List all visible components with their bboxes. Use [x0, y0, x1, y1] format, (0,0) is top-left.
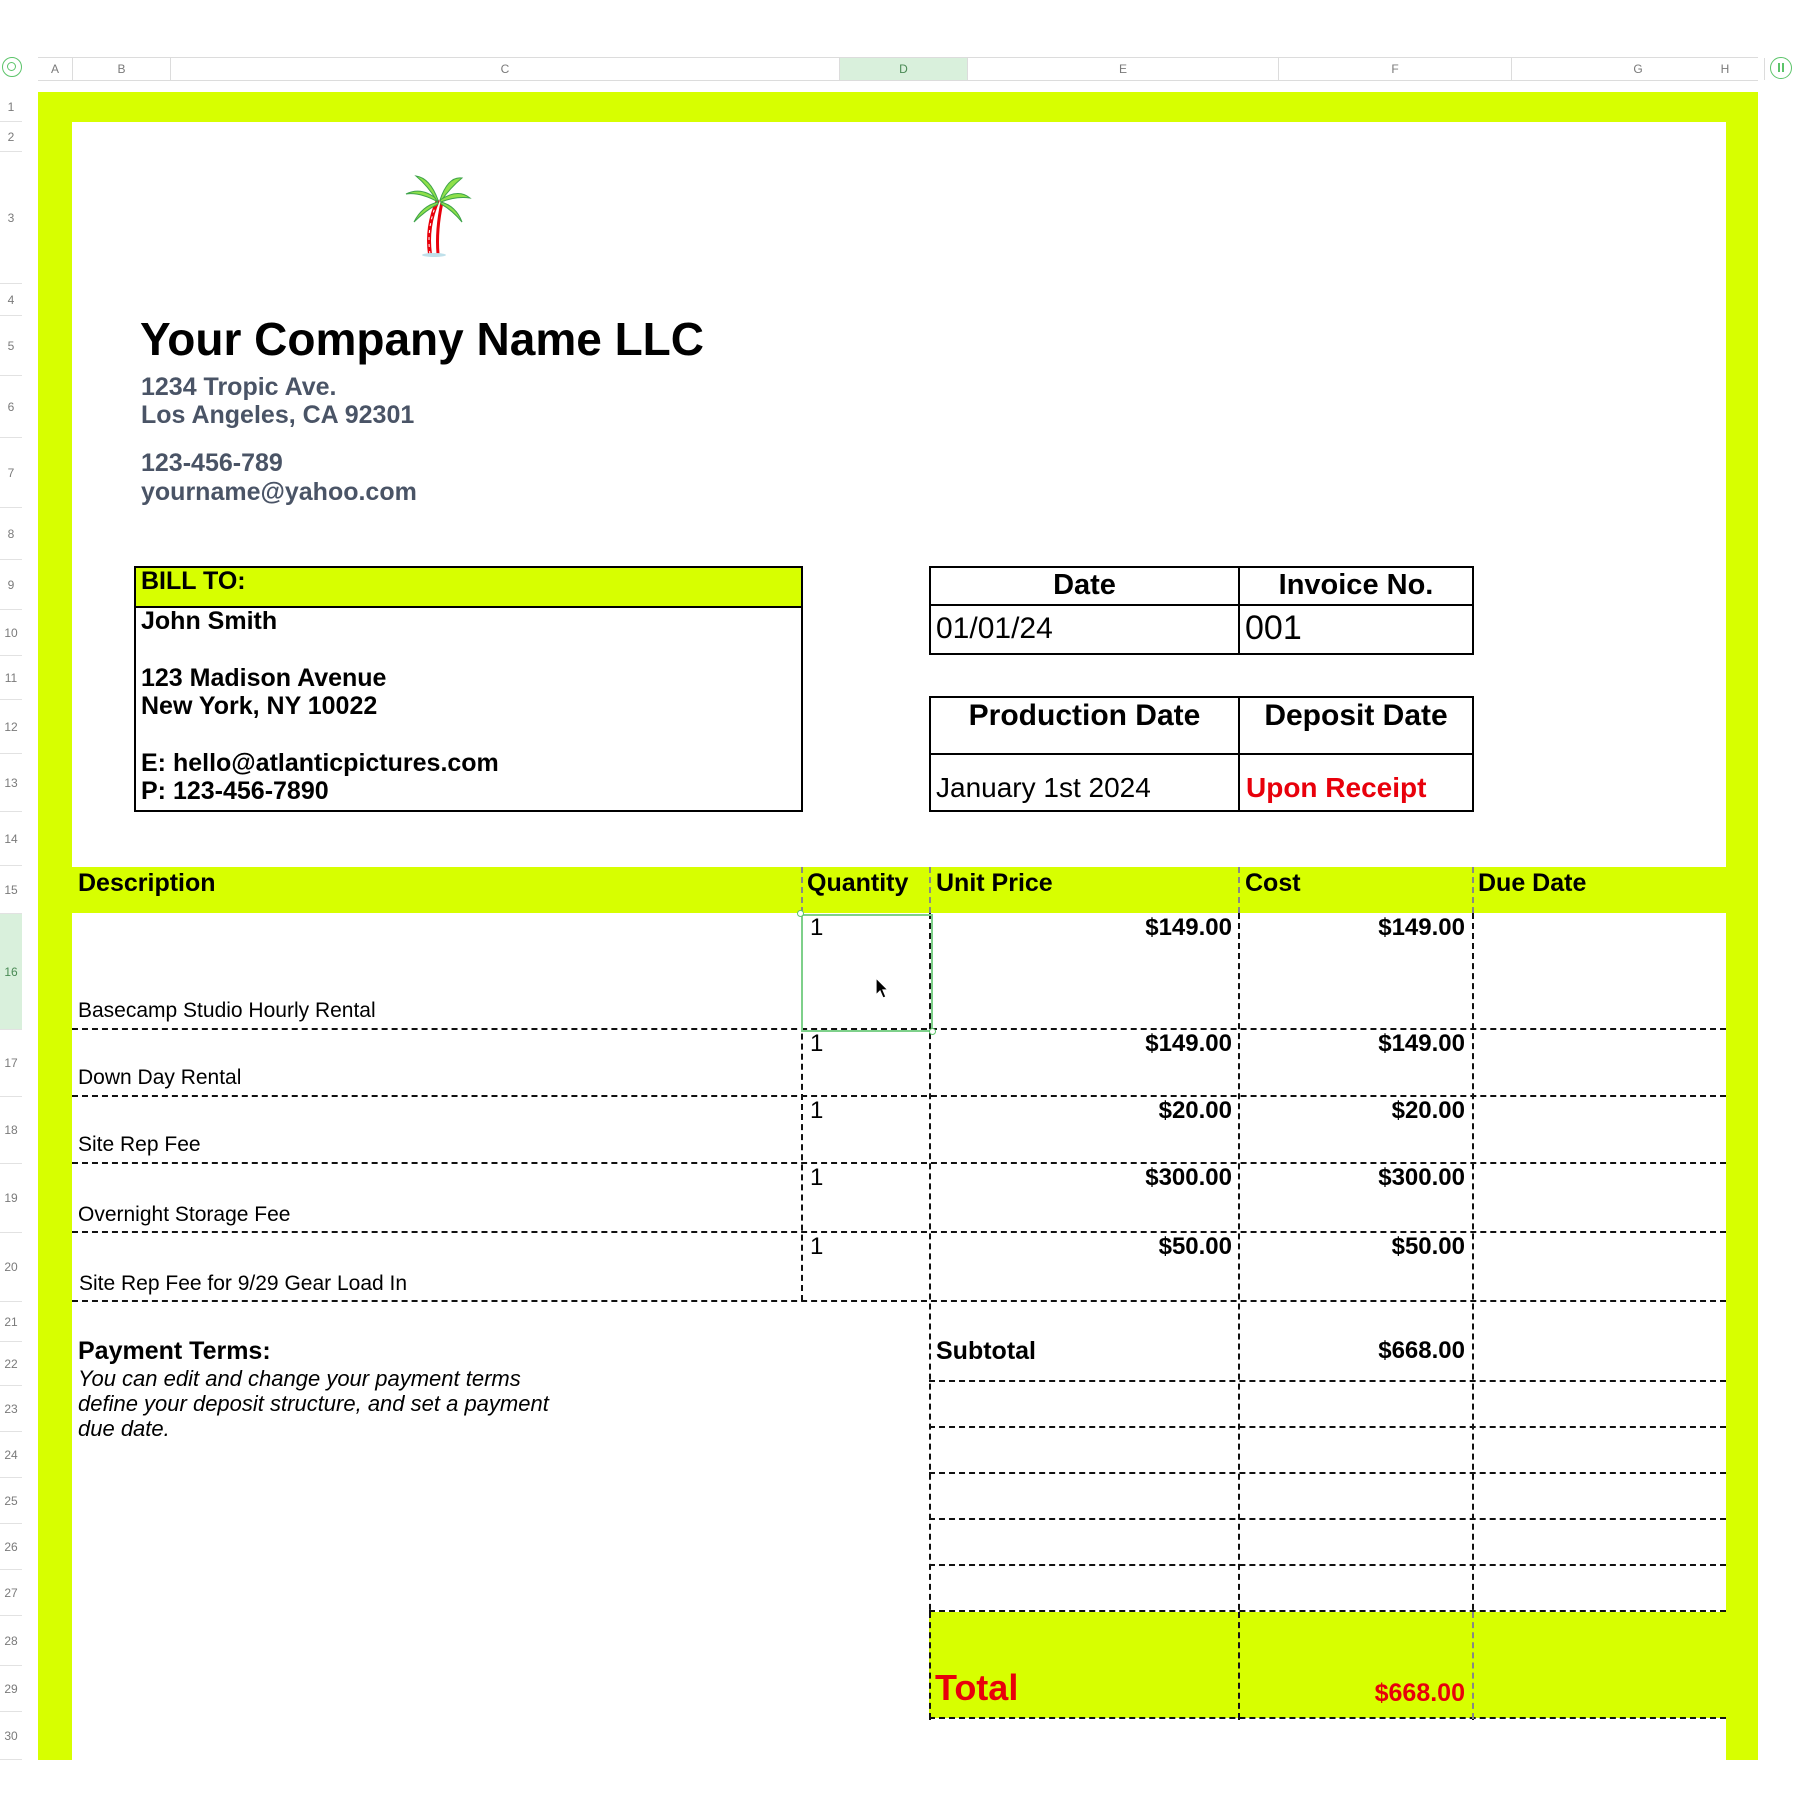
header-due-date: Due Date	[1478, 869, 1587, 897]
row-header-20[interactable]: 20	[0, 1233, 22, 1302]
payment-terms-line3[interactable]: due date.	[78, 1416, 170, 1441]
item-5-quantity[interactable]: 1	[810, 1233, 824, 1260]
bill-to-header: BILL TO:	[141, 567, 246, 595]
row-header-21[interactable]: 21	[0, 1302, 22, 1342]
company-address-line1: 1234 Tropic Ave.	[141, 373, 337, 401]
company-name: Your Company Name LLC	[140, 313, 704, 365]
item-1-cost[interactable]: $149.00	[1378, 914, 1465, 941]
selected-cell-d16[interactable]	[801, 914, 933, 1032]
item-2-description[interactable]: Down Day Rental	[78, 1066, 242, 1089]
row-header-8[interactable]: 8	[0, 508, 22, 560]
subtotal-value[interactable]: $668.00	[1378, 1337, 1465, 1364]
item-4-unit-price[interactable]: $300.00	[1145, 1164, 1232, 1191]
item-2-quantity[interactable]: 1	[810, 1030, 824, 1057]
bill-to-phone[interactable]: P: 123-456-7890	[141, 777, 329, 805]
item-2-unit-price[interactable]: $149.00	[1145, 1030, 1232, 1057]
select-all-button[interactable]	[2, 57, 22, 77]
totals-line-2	[929, 1426, 1726, 1428]
column-header-d[interactable]: D	[840, 58, 968, 80]
total-label: Total	[935, 1667, 1019, 1708]
deposit-date-value[interactable]: Upon Receipt	[1246, 772, 1427, 803]
item-3-quantity[interactable]: 1	[810, 1097, 824, 1124]
row-header-24[interactable]: 24	[0, 1432, 22, 1478]
row-header-6[interactable]: 6	[0, 376, 22, 438]
row-header-16[interactable]: 16	[0, 914, 22, 1030]
row-header-9[interactable]: 9	[0, 560, 22, 610]
row-header-23[interactable]: 23	[0, 1386, 22, 1432]
total-bottom-line	[929, 1717, 1726, 1719]
payment-terms-line2[interactable]: define your deposit structure, and set a payment	[78, 1391, 549, 1416]
row-header-22[interactable]: 22	[0, 1342, 22, 1386]
total-divider-1	[1238, 1612, 1240, 1719]
column-header-bar	[38, 57, 1758, 81]
row-header-4[interactable]: 4	[0, 284, 22, 316]
row-header-29[interactable]: 29	[0, 1666, 22, 1712]
bill-to-street[interactable]: 123 Madison Avenue	[141, 664, 387, 692]
column-header-c[interactable]: C	[171, 58, 840, 80]
row-header-3[interactable]: 3	[0, 152, 22, 284]
grid-row-line-2	[72, 1095, 1726, 1097]
header-divider-1	[801, 867, 803, 913]
item-5-unit-price[interactable]: $50.00	[1158, 1233, 1232, 1260]
date-invoice-header-line	[929, 604, 1474, 606]
header-divider-3	[1238, 867, 1240, 913]
total-divider-2	[1472, 1612, 1474, 1719]
deposit-date-label: Deposit Date	[1264, 699, 1448, 732]
item-3-description[interactable]: Site Rep Fee	[78, 1133, 201, 1156]
mouse-pointer-icon	[875, 977, 891, 1001]
item-1-description[interactable]: Basecamp Studio Hourly Rental	[78, 999, 376, 1022]
payment-terms-line1[interactable]: You can edit and change your payment terms	[78, 1366, 521, 1391]
column-header-f[interactable]: F	[1279, 58, 1512, 80]
column-header-g[interactable]: G	[1512, 58, 1765, 80]
date-label: Date	[1053, 569, 1116, 601]
row-header-10[interactable]: 10	[0, 610, 22, 656]
totals-line-4	[929, 1518, 1726, 1520]
production-date-value[interactable]: January 1st 2024	[936, 772, 1151, 803]
row-header-7[interactable]: 7	[0, 438, 22, 508]
grid-row-line-5	[72, 1300, 1726, 1302]
row-header-2[interactable]: 2	[0, 122, 22, 152]
column-header-h[interactable]: H	[1720, 62, 1730, 76]
row-header-25[interactable]: 25	[0, 1478, 22, 1524]
column-header-e[interactable]: E	[968, 58, 1279, 80]
total-value[interactable]: $668.00	[1374, 1679, 1465, 1707]
item-4-description[interactable]: Overnight Storage Fee	[78, 1203, 291, 1226]
header-description: Description	[78, 869, 216, 897]
row-header-5[interactable]: 5	[0, 316, 22, 376]
total-left-line	[929, 1612, 931, 1719]
pause-icon[interactable]	[1770, 57, 1792, 79]
row-header-30[interactable]: 30	[0, 1712, 22, 1760]
item-5-cost[interactable]: $50.00	[1391, 1233, 1465, 1260]
column-header-b[interactable]: B	[73, 58, 171, 80]
selection-handle-top[interactable]	[797, 910, 804, 917]
row-header-13[interactable]: 13	[0, 754, 22, 812]
column-header-a[interactable]: A	[38, 58, 73, 80]
item-5-description[interactable]: Site Rep Fee for 9/29 Gear Load In	[79, 1272, 408, 1295]
selection-handle-bottom[interactable]	[929, 1028, 936, 1035]
item-2-cost[interactable]: $149.00	[1378, 1030, 1465, 1057]
date-value[interactable]: 01/01/24	[936, 612, 1053, 645]
item-1-quantity[interactable]: 1	[810, 914, 824, 941]
row-header-11[interactable]: 11	[0, 656, 22, 700]
row-header-27[interactable]: 27	[0, 1570, 22, 1616]
bill-to-email[interactable]: E: hello@atlanticpictures.com	[141, 749, 499, 777]
item-3-cost[interactable]: $20.00	[1391, 1097, 1465, 1124]
header-divider-2	[929, 867, 931, 913]
bill-to-name[interactable]: John Smith	[141, 607, 278, 635]
totals-line-1	[929, 1380, 1726, 1382]
item-4-cost[interactable]: $300.00	[1378, 1164, 1465, 1191]
production-date-label: Production Date	[968, 699, 1201, 732]
grid-row-line-3	[72, 1162, 1726, 1164]
payment-terms-title: Payment Terms:	[78, 1337, 271, 1365]
header-cost: Cost	[1245, 869, 1301, 897]
invoice-no-label: Invoice No.	[1278, 569, 1434, 601]
row-header-19[interactable]: 19	[0, 1164, 22, 1233]
row-header-1[interactable]: 1	[0, 92, 22, 122]
row-header-17[interactable]: 17	[0, 1030, 22, 1097]
header-quantity: Quantity	[807, 869, 909, 897]
row-header-14[interactable]: 14	[0, 812, 22, 866]
header-unit-price: Unit Price	[936, 869, 1053, 897]
header-divider-4	[1472, 867, 1474, 913]
grid-col-cost	[1238, 913, 1240, 1720]
grid-row-line-4	[72, 1231, 1726, 1233]
item-3-unit-price[interactable]: $20.00	[1158, 1097, 1232, 1124]
palm-tree-icon	[400, 172, 472, 258]
row-header-12[interactable]: 12	[0, 700, 22, 754]
totals-line-3	[929, 1472, 1726, 1474]
invoice-no-value[interactable]: 001	[1245, 609, 1302, 647]
subtotal-label: Subtotal	[936, 1337, 1036, 1365]
row-header-15[interactable]: 15	[0, 866, 22, 914]
company-address-line2: Los Angeles, CA 92301	[141, 401, 415, 429]
row-header-18[interactable]: 18	[0, 1097, 22, 1164]
company-email: yourname@yahoo.com	[141, 478, 417, 506]
bill-to-city[interactable]: New York, NY 10022	[141, 692, 378, 720]
row-header-28[interactable]: 28	[0, 1616, 22, 1666]
totals-line-5	[929, 1564, 1726, 1566]
company-phone: 123-456-789	[141, 449, 283, 477]
grid-col-due-date	[1472, 913, 1474, 1720]
item-1-unit-price[interactable]: $149.00	[1145, 914, 1232, 941]
production-deposit-header-line	[929, 753, 1474, 755]
row-header-26[interactable]: 26	[0, 1524, 22, 1570]
item-4-quantity[interactable]: 1	[810, 1164, 824, 1191]
